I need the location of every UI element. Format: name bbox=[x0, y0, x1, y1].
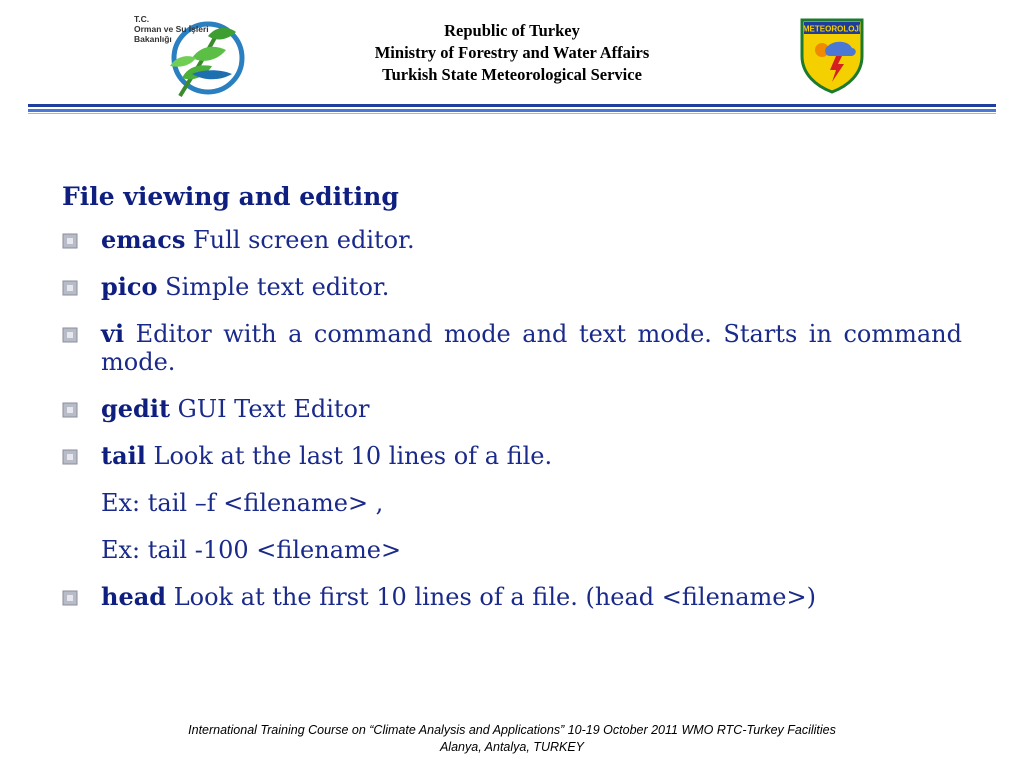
list-item bbox=[62, 273, 962, 301]
command-keyword: tail bbox=[101, 441, 146, 470]
header-title-line: Turkish State Meteorological Service bbox=[382, 65, 642, 84]
list-item bbox=[62, 442, 962, 470]
list-item bbox=[62, 395, 962, 423]
list-item bbox=[62, 583, 962, 611]
square-bullet-icon bbox=[62, 402, 78, 418]
header-divider-thin bbox=[28, 113, 996, 114]
command-description: Full screen editor. bbox=[185, 226, 415, 254]
header-title-block bbox=[300, 20, 724, 86]
square-bullet-icon bbox=[62, 280, 78, 296]
command-keyword: head bbox=[101, 582, 167, 611]
command-keyword: gedit bbox=[101, 394, 171, 423]
footer-line: International Training Course on “Climate Analysis and Applications” 10-19 October 2011 WMO RTC-Turkey Facilities bbox=[188, 723, 836, 737]
command-keyword: pico bbox=[101, 272, 158, 301]
command-keyword: emacs bbox=[101, 225, 186, 254]
square-bullet-icon bbox=[62, 233, 78, 249]
tail-example: Ex: tail -100 <filename> bbox=[101, 536, 402, 564]
meteorology-shield-icon bbox=[798, 16, 866, 94]
command-description: Look at the first 10 lines of a file. (head <filename>) bbox=[166, 583, 816, 611]
slide-content bbox=[62, 180, 962, 630]
ministry-logo-line: Bakanlığı bbox=[134, 34, 172, 44]
header-divider-dark bbox=[28, 104, 996, 107]
meteoroloji-logo-text: METEOROLOJİ bbox=[802, 24, 862, 34]
section-heading: File viewing and editing bbox=[62, 182, 399, 211]
command-keyword: vi bbox=[101, 319, 125, 348]
header-title-line: Ministry of Forestry and Water Affairs bbox=[374, 43, 650, 62]
square-bullet-icon bbox=[62, 327, 78, 343]
ministry-logo-text bbox=[134, 14, 209, 44]
square-bullet-icon bbox=[62, 590, 78, 606]
meteoroloji-shield-logo bbox=[798, 16, 866, 94]
header-title-line: Republic of Turkey bbox=[444, 21, 580, 40]
tail-example: Ex: tail –f <filename> , bbox=[101, 489, 384, 517]
command-description: Simple text editor. bbox=[157, 273, 390, 301]
list-item bbox=[62, 320, 962, 376]
ministry-logo-line: T.C. bbox=[134, 14, 150, 24]
command-description: Editor with a command mode and text mode. Starts in command mode. bbox=[101, 320, 962, 376]
header-divider-light bbox=[28, 109, 996, 112]
square-bullet-icon bbox=[62, 449, 78, 465]
footer-line: Alanya, Antalya, TURKEY bbox=[439, 740, 585, 754]
command-description: GUI Text Editor bbox=[170, 395, 370, 423]
slide-header bbox=[0, 0, 1024, 120]
list-item bbox=[62, 226, 962, 254]
slide-footer bbox=[80, 722, 944, 756]
ministry-tree-globe-logo bbox=[122, 6, 252, 106]
ministry-logo-line: Orman ve Su İşleri bbox=[134, 24, 209, 34]
command-description: Look at the last 10 lines of a file. bbox=[145, 442, 553, 470]
